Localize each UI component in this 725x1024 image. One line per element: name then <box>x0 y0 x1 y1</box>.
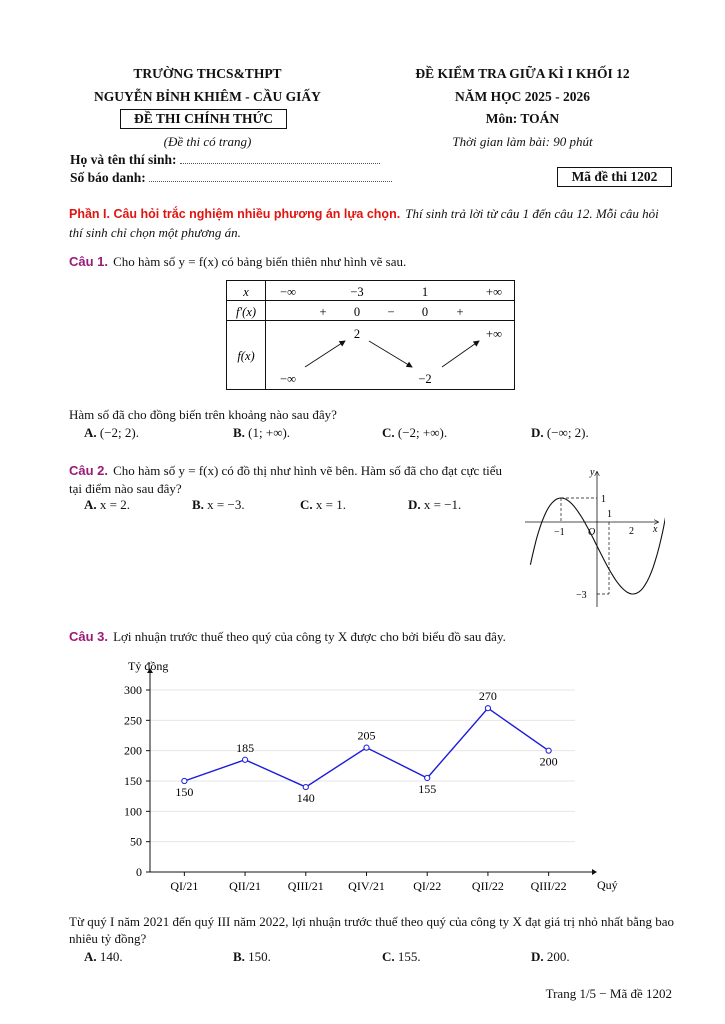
data-label: 270 <box>478 689 497 704</box>
student-id-label: Số báo danh: <box>70 170 146 185</box>
x-tick-label: QIII/22 <box>530 879 567 893</box>
data-point <box>485 706 490 711</box>
page-footer: Trang 1/5 − Mã đề 1202 <box>545 986 672 1001</box>
part1-title: Phần I. Câu hỏi trắc nghiệm nhiều phương án lựa chọn. <box>69 207 401 221</box>
question-2-label: Câu 2. <box>69 463 109 478</box>
data-label: 185 <box>236 740 255 755</box>
q1-option-d[interactable]: D. (−∞; 2). <box>531 425 589 440</box>
duration: Thời gian làm bài: 90 phút <box>452 134 593 149</box>
data-point <box>303 784 308 789</box>
tick-label: 2 <box>629 526 634 537</box>
tick-label: −1 <box>554 527 565 538</box>
question-3 <box>69 626 674 645</box>
question-2 <box>69 461 509 497</box>
q1-option-a[interactable]: A. (−2; 2). <box>84 425 139 440</box>
subject: Môn: TOÁN <box>485 111 560 126</box>
x-axis-arrow <box>592 869 597 875</box>
data-label: 150 <box>175 785 194 799</box>
question-1 <box>69 251 674 270</box>
q3-option-d[interactable]: D. 200. <box>531 949 570 964</box>
increase-arrow <box>305 341 345 367</box>
derivative-sign: + <box>456 305 464 319</box>
question-3-text: Lợi nhuận trước thuế theo quý của công ty X được cho bởi biểu đồ sau đây. <box>113 629 506 644</box>
part1-heading <box>69 204 674 242</box>
row-x-label: x <box>243 285 249 299</box>
data-point <box>364 745 369 750</box>
question-2-text: Cho hàm số y = f(x) có đồ thị như hình vẽ bên. Hàm số đã cho đạt cực tiểu tại điểm nào sau đây? <box>69 463 503 496</box>
y-tick-label: 300 <box>124 683 142 697</box>
question-1-label: Câu 1. <box>69 254 109 269</box>
variation-table-content <box>227 281 514 389</box>
function-curve <box>530 462 665 594</box>
derivative-sign: + <box>319 305 327 319</box>
exam-title: ĐỀ KIỂM TRA GIỮA KÌ I KHỐI 12 <box>415 66 630 81</box>
q2-option-b[interactable]: B. x = −3. <box>192 497 245 512</box>
x-value: −3 <box>350 285 364 299</box>
q3-option-a[interactable]: A. 140. <box>84 949 123 964</box>
x-value: +∞ <box>486 285 502 299</box>
y-axis-label: y <box>590 467 595 478</box>
data-point <box>242 757 247 762</box>
exam-code-box: Mã đề thi 1202 <box>557 167 672 187</box>
tick-label: −3 <box>576 590 587 601</box>
x-tick-label: QI/22 <box>413 879 442 893</box>
f-value: −∞ <box>280 372 296 386</box>
question-3-label: Câu 3. <box>69 629 109 644</box>
question-1-text: Cho hàm số y = f(x) có bảng biến thiên như hình vẽ sau. <box>113 254 407 269</box>
x-tick-label: QII/22 <box>471 879 504 893</box>
x-axis-title: Quý <box>597 878 618 892</box>
data-point <box>425 775 430 780</box>
x-axis-label: x <box>653 524 658 535</box>
derivative-sign: − <box>387 305 395 319</box>
x-tick-label: QI/21 <box>170 879 199 893</box>
f-value: +∞ <box>486 327 502 341</box>
school-name-line2: NGUYỄN BỈNH KHIÊM - CẦU GIẤY <box>94 89 321 104</box>
profit-line-chart <box>100 650 660 900</box>
student-name-field[interactable] <box>70 152 420 168</box>
y-tick-label: 250 <box>124 713 142 728</box>
q2-option-c[interactable]: C. x = 1. <box>300 497 346 512</box>
x-tick-label: QIV/21 <box>348 879 385 893</box>
student-id-field[interactable] <box>70 170 420 186</box>
x-tick-label: QIII/21 <box>287 879 324 893</box>
page-count-note: (Đề thi có trang) <box>163 134 252 149</box>
official-exam-box: ĐỀ THI CHÍNH THỨC <box>120 109 287 129</box>
f-value: 2 <box>353 327 361 341</box>
data-point <box>546 748 551 753</box>
row-f-label: f(x) <box>237 349 255 363</box>
question-1-prompt: Hàm số đã cho đồng biến trên khoảng nào sau đây? <box>69 407 337 422</box>
row-fp-label: f′(x) <box>235 305 257 319</box>
y-tick-label: 150 <box>124 774 142 788</box>
student-name-blank <box>180 163 380 164</box>
data-label: 200 <box>539 754 558 769</box>
q1-option-b[interactable]: B. (1; +∞). <box>233 425 291 440</box>
x-value: 1 <box>421 285 429 299</box>
derivative-sign: 0 <box>353 305 361 319</box>
school-year: NĂM HỌC 2025 - 2026 <box>455 89 590 104</box>
y-tick-label: 200 <box>124 743 142 758</box>
increase-arrow <box>442 341 479 367</box>
q1-option-c[interactable]: C. (−2; +∞). <box>382 425 448 440</box>
student-id-blank <box>149 181 392 182</box>
f-value: −2 <box>418 372 432 386</box>
tick-label: 1 <box>601 494 606 505</box>
cubic-function-graph <box>520 462 665 612</box>
question-3-prompt: Từ quý I năm 2021 đến quý III năm 2022, lợi nhuận trước thuế theo quý của công ty X đạt giá trị nhỏ nhất bằng bao nhiêu tỷ đồng? <box>69 914 674 946</box>
data-label: 140 <box>296 791 315 806</box>
y-tick-label: 0 <box>136 865 142 879</box>
y-axis-title: Tỷ đồng <box>128 659 169 673</box>
school-name-line1: TRƯỜNG THCS&THPT <box>133 66 282 81</box>
y-tick-label: 100 <box>124 804 142 819</box>
data-label: 205 <box>357 728 376 743</box>
q3-option-c[interactable]: C. 155. <box>382 949 421 964</box>
data-label: 155 <box>418 781 437 796</box>
origin-label: O <box>588 527 596 538</box>
x-value: −∞ <box>280 285 296 299</box>
x-tick-label: QII/21 <box>229 879 262 893</box>
derivative-sign: 0 <box>421 305 429 319</box>
data-point <box>182 778 187 783</box>
student-name-label: Họ và tên thí sinh: <box>70 152 177 167</box>
q2-option-a[interactable]: A. x = 2. <box>84 497 130 512</box>
part1-instruction: Thí sinh trả lời từ câu 1 đến câu 12. Mỗi câu hỏi thí sinh chỉ chọn một phương án. <box>69 206 659 240</box>
decrease-arrow <box>369 341 412 367</box>
q3-option-b[interactable]: B. 150. <box>233 949 271 964</box>
tick-label: 1 <box>607 509 612 520</box>
variation-table <box>226 280 515 390</box>
q2-option-d[interactable]: D. x = −1. <box>408 497 462 512</box>
y-tick-label: 50 <box>130 834 142 849</box>
